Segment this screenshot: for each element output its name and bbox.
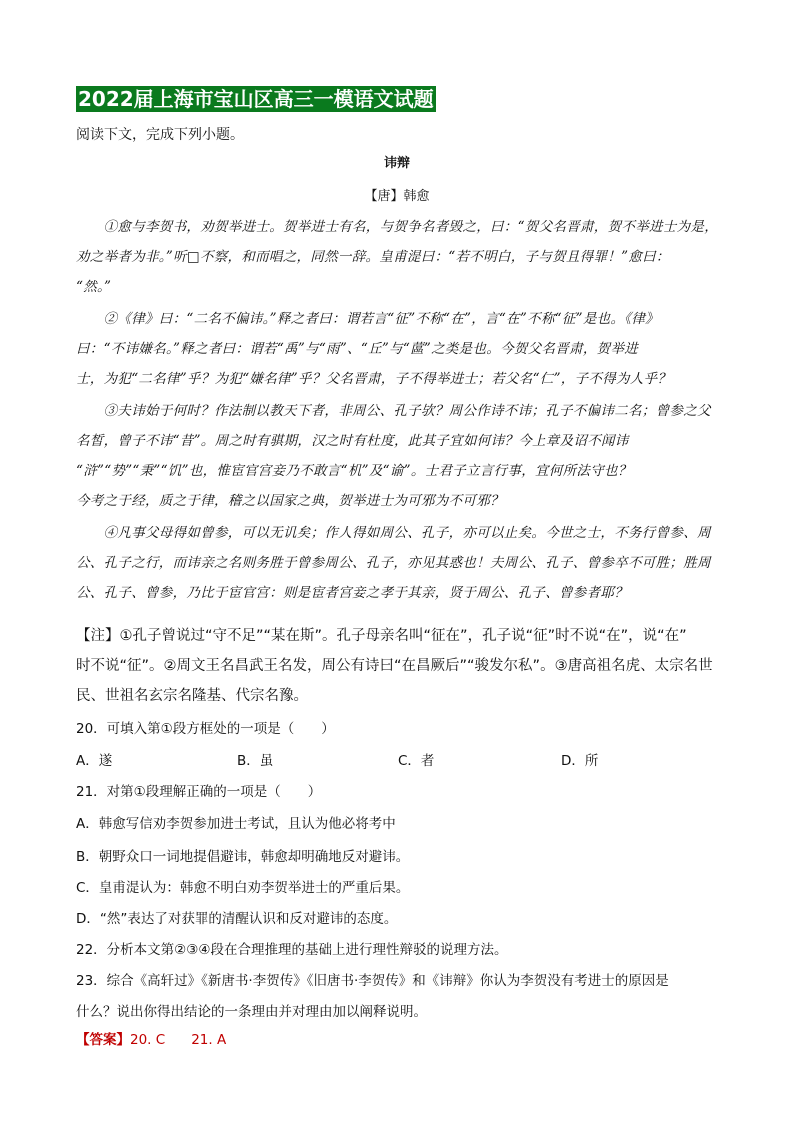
question-22-stem: 22．分析本文第②③④段在合理推理的基础上进行理性辩驳的说理方法。 [76, 942, 508, 958]
note-line: 时不说“征”。②周文王名昌武王名发，周公有诗曰“在昌厥后”“骏发尔私”。③唐高祖名虎、太宗名世 [76, 658, 713, 674]
answer-line [76, 1028, 226, 1048]
passage-line: 公、孔子、曾参，乃比于宦官宫：则是宦者宫妾之孝于其亲，贤于周公、孔子、曾参者耶？ [76, 585, 628, 601]
passage-title: 讳辩 [383, 156, 410, 171]
passage-line: 曰：“不讳嫌名。”释之者曰：谓若“禹”与“雨”、“丘”与“蓲”之类是也。今贺父名晋肃，贺举进 [76, 341, 639, 357]
passage-line: 公、孔子之行，而讳亲之名则务胜于曾参周公、孔子，亦见其惑也！夫周公、孔子、曾参卒不可胜；胜周 [76, 555, 711, 571]
question-20-option-b[interactable]: B．虽 [237, 753, 274, 769]
answer-21: 21. A [191, 1032, 227, 1048]
answer-20: 20. C [130, 1032, 166, 1048]
passage-line: 名皙，曾子不讳“昔”。周之时有骐期，汉之时有杜度，此其子宜如何讳？今上章及诏不闻讳 [76, 433, 629, 449]
question-23-stem-line: 什么？说出你得出结论的一条理由并对理由加以阐释说明。 [76, 1004, 427, 1020]
question-20-option-d[interactable]: D．所 [561, 753, 599, 769]
passage-body [76, 212, 718, 608]
question-23-stem-line: 23．综合《高轩过》《新唐书·李贺传》《旧唐书·李贺传》和《讳辩》你认为李贺没有考进士的原因是 [76, 973, 669, 989]
answer-label: 【答案】 [76, 1032, 130, 1048]
question-21-option-d[interactable]: D．“然”表达了对获罪的清醒认识和反对避讳的态度。 [76, 911, 398, 927]
question-21-stem: 21．对第①段理解正确的一项是（ ） [76, 784, 322, 800]
note-line: 【注】①孔子曾说过“守不足”“某在斯”。孔子母亲名叫“征在”，孔子说“征”时不说“在”，说“在” [76, 628, 687, 644]
question-21-option-b[interactable]: B．朝野众口一词地提倡避讳，韩愈却明确地反对避讳。 [76, 849, 410, 865]
question-21-option-c[interactable]: C．皇甫湜认为：韩愈不明白劝李贺举进士的严重后果。 [76, 880, 410, 896]
note-line: 民、世祖名玄宗名隆基、代宗名豫。 [76, 688, 308, 704]
exam-title: 2022届上海市宝山区高三一模语文试题 [78, 87, 434, 111]
passage-line: “然。” [76, 279, 112, 295]
passage-line: ①愈与李贺书，劝贺举进士。贺举进士有名，与贺争名者毁之，曰：“贺父名晋肃，贺不举进士为是， [76, 219, 718, 235]
passage-line: ③夫讳始于何时？作法制以教天下者，非周公、孔子欤？周公作诗不讳；孔子不偏讳二名；曾参之父 [76, 403, 711, 419]
passage-line: 士，为犯“二名律”乎？为犯“嫌名律”乎？父名晋肃，子不得举进士；若父名“仁”，子不得为人乎？ [76, 371, 672, 387]
question-21-option-a[interactable]: A．韩愈写信劝李贺参加进士考试，且认为他必将考中 [76, 816, 396, 832]
passage-line: ④凡事父母得如曾参，可以无讥矣；作人得如周公、孔子，亦可以止矣。今世之士，不务行曾参、周 [76, 525, 711, 541]
question-20-option-a[interactable]: A．遂 [76, 753, 113, 769]
passage-line: 劝之举者为非。”听□不察，和而唱之，同然一辞。皇甫湜曰：“若不明白，子与贺且得罪！”愈曰： [76, 249, 670, 265]
passage-line: “浒”“势”“秉”“饥”也，惟宦官宫妾乃不敢言“机”及“谕”。士君子立言行事，宜何所法守也？ [76, 463, 632, 479]
question-20-stem: 20．可填入第①段方框处的一项是（ ） [76, 721, 335, 737]
annotation-note [76, 621, 726, 711]
passage-author: 【唐】韩愈 [364, 189, 430, 204]
instruction-text: 阅读下文，完成下列小题。 [76, 127, 244, 143]
passage-line: ②《律》曰：“二名不偏讳。”释之者曰：谓若言“征”不称“在”，言“在”不称“征”是也。《律》 [76, 311, 659, 327]
passage-line: 今考之于经，质之于律，稽之以国家之典，贺举进士为可邪为不可邪？ [76, 493, 504, 509]
question-20-option-c[interactable]: C．者 [398, 753, 435, 769]
